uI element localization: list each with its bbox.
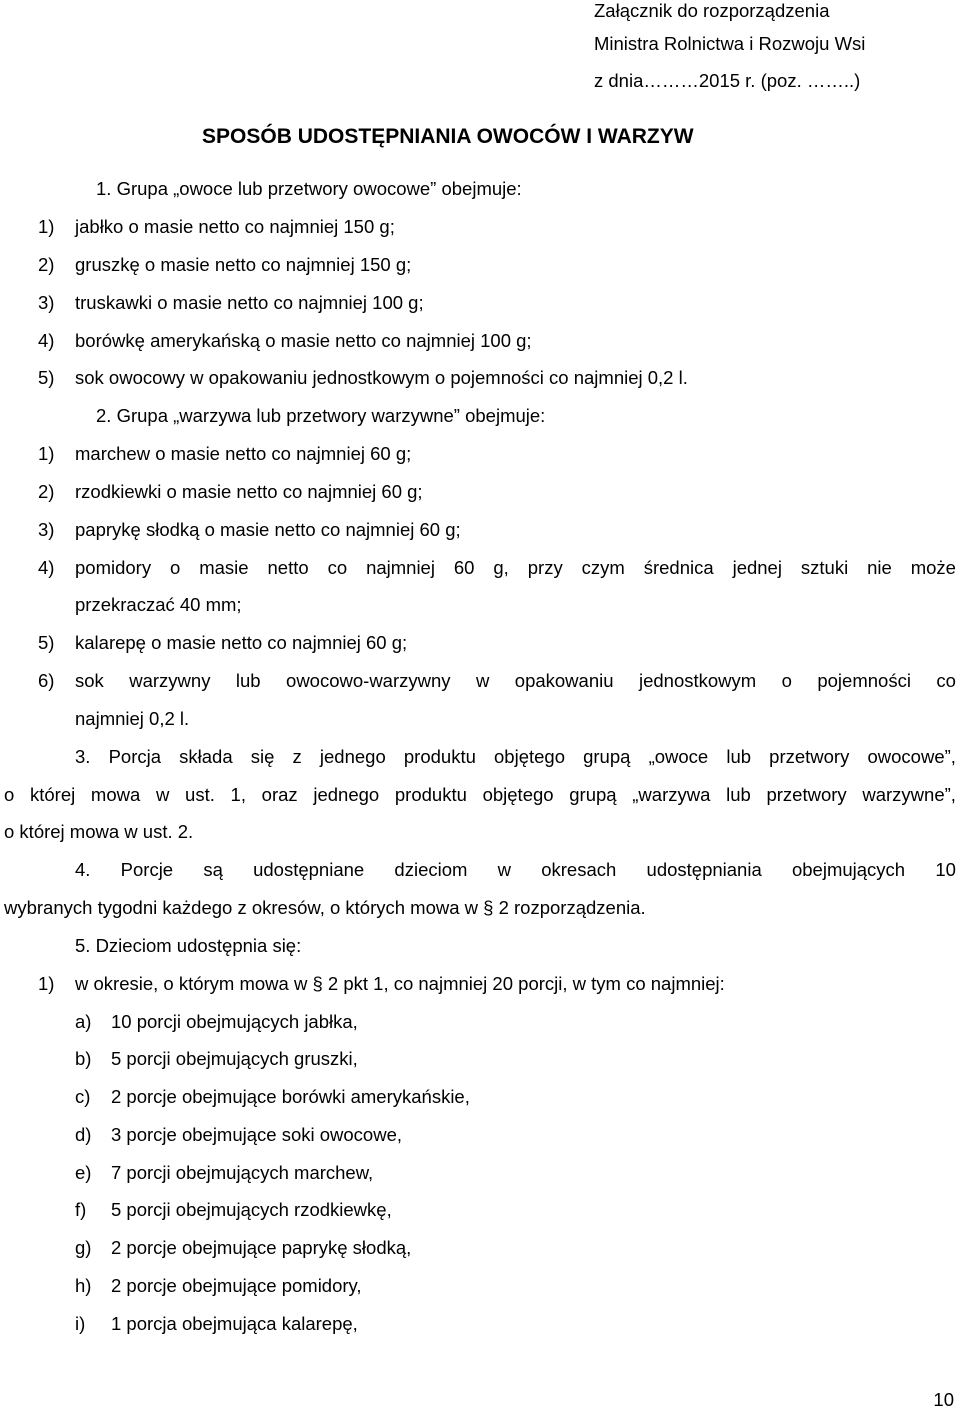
list-item-number: 4) <box>38 330 55 351</box>
sublist-item-text: 2 porcje obejmujące borówki amerykańskie, <box>111 1086 470 1107</box>
list-item-text-justified <box>75 557 956 579</box>
list-item-text-justified <box>75 670 956 692</box>
list-item-text: kalarepę o masie netto co najmniej 60 g; <box>75 632 408 653</box>
section-3-line-3: o której mowa w ust. 2. <box>4 821 194 842</box>
list-item-text: jabłko o masie netto co najmniej 150 g; <box>75 216 395 237</box>
sublist-item-letter: c) <box>75 1086 91 1107</box>
word: lub <box>726 746 752 767</box>
word: oraz <box>261 784 298 805</box>
word: 60 <box>453 557 475 578</box>
word: jednego <box>313 784 380 805</box>
word: lub <box>726 784 751 805</box>
word: o <box>781 670 792 691</box>
section-4-line-1 <box>75 859 956 881</box>
word: Porcja <box>108 746 162 767</box>
list-item-number: 1) <box>38 973 55 994</box>
list-item-text: truskawki o masie netto co najmniej 100 g; <box>75 292 424 313</box>
word: jednego <box>319 746 386 767</box>
word: średnica <box>643 557 714 578</box>
annex-header-line-2: Ministra Rolnictwa i Rozwoju Wsi <box>594 33 866 54</box>
word: przy <box>527 557 563 578</box>
word: w <box>475 670 490 691</box>
sublist-item-text: 2 porcje obejmujące pomidory, <box>111 1275 362 1296</box>
list-item-number: 2) <box>38 481 55 502</box>
word: netto <box>267 557 309 578</box>
list-item-number: 3) <box>38 292 55 313</box>
sublist-item-text: 3 porcje obejmujące soki owocowe, <box>111 1124 403 1145</box>
section-3-line-1 <box>75 746 956 768</box>
word: nie <box>867 557 892 578</box>
word: o <box>170 557 181 578</box>
list-item-number: 5) <box>38 367 55 388</box>
section-2-heading: 2. Grupa „warzywa lub przetwory warzywne” obejmuje: <box>96 405 546 426</box>
word: grupą <box>583 746 631 767</box>
word: grupą <box>569 784 617 805</box>
annex-header-line-3: z dnia………2015 r. (poz. ……..) <box>594 70 861 91</box>
sublist-item-text: 1 porcja obejmująca kalarepę, <box>111 1313 358 1334</box>
word: sok <box>75 670 104 691</box>
word: lub <box>235 670 261 691</box>
list-item-text: w okresie, o którym mowa w § 2 pkt 1, co najmniej 20 porcji, w tym co najmniej: <box>75 973 725 994</box>
list-item-text: gruszkę o masie netto co najmniej 150 g; <box>75 254 412 275</box>
list-item-text: marchew o masie netto co najmniej 60 g; <box>75 443 412 464</box>
word: 3. <box>75 746 91 767</box>
word: 4. <box>75 859 91 880</box>
word: w <box>155 784 170 805</box>
word: warzywne”, <box>862 784 956 805</box>
word: obejmujących <box>791 859 906 880</box>
list-item-number: 1) <box>38 443 55 464</box>
word: objętego <box>482 784 554 805</box>
word: może <box>910 557 956 578</box>
list-item-text-continuation: najmniej 0,2 l. <box>75 708 190 729</box>
section-3-line-2 <box>4 784 956 806</box>
word: dzieciom <box>394 859 468 880</box>
list-item-number: 3) <box>38 519 55 540</box>
word: owocowo-warzywny <box>286 670 451 691</box>
word: warzywny <box>129 670 211 691</box>
word: okresach <box>541 859 617 880</box>
sublist-item-text: 5 porcji obejmujących gruszki, <box>111 1048 358 1069</box>
sublist-item-letter: a) <box>75 1011 92 1032</box>
word: z <box>292 746 302 767</box>
document-title: SPOSÓB UDOSTĘPNIANIA OWOCÓW I WARZYW <box>202 125 694 148</box>
sublist-item-letter: b) <box>75 1048 92 1069</box>
word: jednej <box>732 557 782 578</box>
word: g, <box>493 557 509 578</box>
word: Porcje <box>120 859 174 880</box>
word: czym <box>581 557 625 578</box>
word: udostępniane <box>253 859 365 880</box>
word: jednostkowym <box>638 670 757 691</box>
word: są <box>203 859 223 880</box>
word: 1, <box>230 784 246 805</box>
sublist-item-letter: h) <box>75 1275 92 1296</box>
sublist-item-letter: i) <box>75 1313 86 1334</box>
sublist-item-letter: d) <box>75 1124 92 1145</box>
word: o <box>4 784 15 805</box>
word: 10 <box>935 859 956 880</box>
word: się <box>250 746 275 767</box>
word: produktu <box>403 746 476 767</box>
word: ust. <box>185 784 215 805</box>
section-1-heading: 1. Grupa „owoce lub przetwory owocowe” obejmuje: <box>96 178 522 199</box>
word: której <box>29 784 76 805</box>
word: objętego <box>494 746 565 767</box>
list-item-text: borówkę amerykańską o masie netto co najmniej 100 g; <box>75 330 532 351</box>
sublist-item-letter: e) <box>75 1162 92 1183</box>
word: składa <box>179 746 233 767</box>
word: pojemności <box>817 670 911 691</box>
word: udostępniania <box>646 859 762 880</box>
section-4-line-2: wybranych tygodni każdego z okresów, o których mowa w § 2 rozporządzenia. <box>4 897 646 918</box>
annex-header-line-1: Załącznik do rozporządzenia <box>594 0 830 21</box>
sublist-item-text: 5 porcji obejmujących rzodkiewkę, <box>111 1199 392 1220</box>
word: sztuki <box>800 557 849 578</box>
word: „owoce <box>648 746 709 767</box>
list-item-text: rzodkiewki o masie netto co najmniej 60 g; <box>75 481 423 502</box>
list-item-number: 4) <box>38 557 55 578</box>
word: opakowaniu <box>514 670 614 691</box>
word: masie <box>199 557 249 578</box>
word: w <box>497 859 512 880</box>
list-item-text-continuation: przekraczać 40 mm; <box>75 594 242 615</box>
sublist-item-letter: f) <box>75 1199 87 1220</box>
list-item-text: paprykę słodką o masie netto co najmniej 60 g; <box>75 519 461 540</box>
word: „warzywa <box>632 784 711 805</box>
sublist-item-text: 7 porcji obejmujących marchew, <box>111 1162 374 1183</box>
word: przetwory <box>769 746 850 767</box>
sublist-item-text: 2 porcje obejmujące paprykę słodką, <box>111 1237 412 1258</box>
list-item-number: 6) <box>38 670 55 691</box>
list-item-number: 1) <box>38 216 55 237</box>
section-5-heading: 5. Dzieciom udostępnia się: <box>75 935 302 956</box>
sublist-item-text: 10 porcji obejmujących jabłka, <box>111 1011 358 1032</box>
word: produktu <box>394 784 467 805</box>
word: owocowe”, <box>867 746 956 767</box>
sublist-item-letter: g) <box>75 1237 92 1258</box>
page-number: 10 <box>933 1389 954 1410</box>
word: najmniej <box>366 557 435 578</box>
word: pomidory <box>75 557 152 578</box>
word: przetwory <box>766 784 847 805</box>
word: co <box>936 670 956 691</box>
word: mowa <box>90 784 141 805</box>
list-item-number: 5) <box>38 632 55 653</box>
list-item-number: 2) <box>38 254 55 275</box>
word: co <box>327 557 348 578</box>
list-item-text: sok owocowy w opakowaniu jednostkowym o pojemności co najmniej 0,2 l. <box>75 367 688 388</box>
